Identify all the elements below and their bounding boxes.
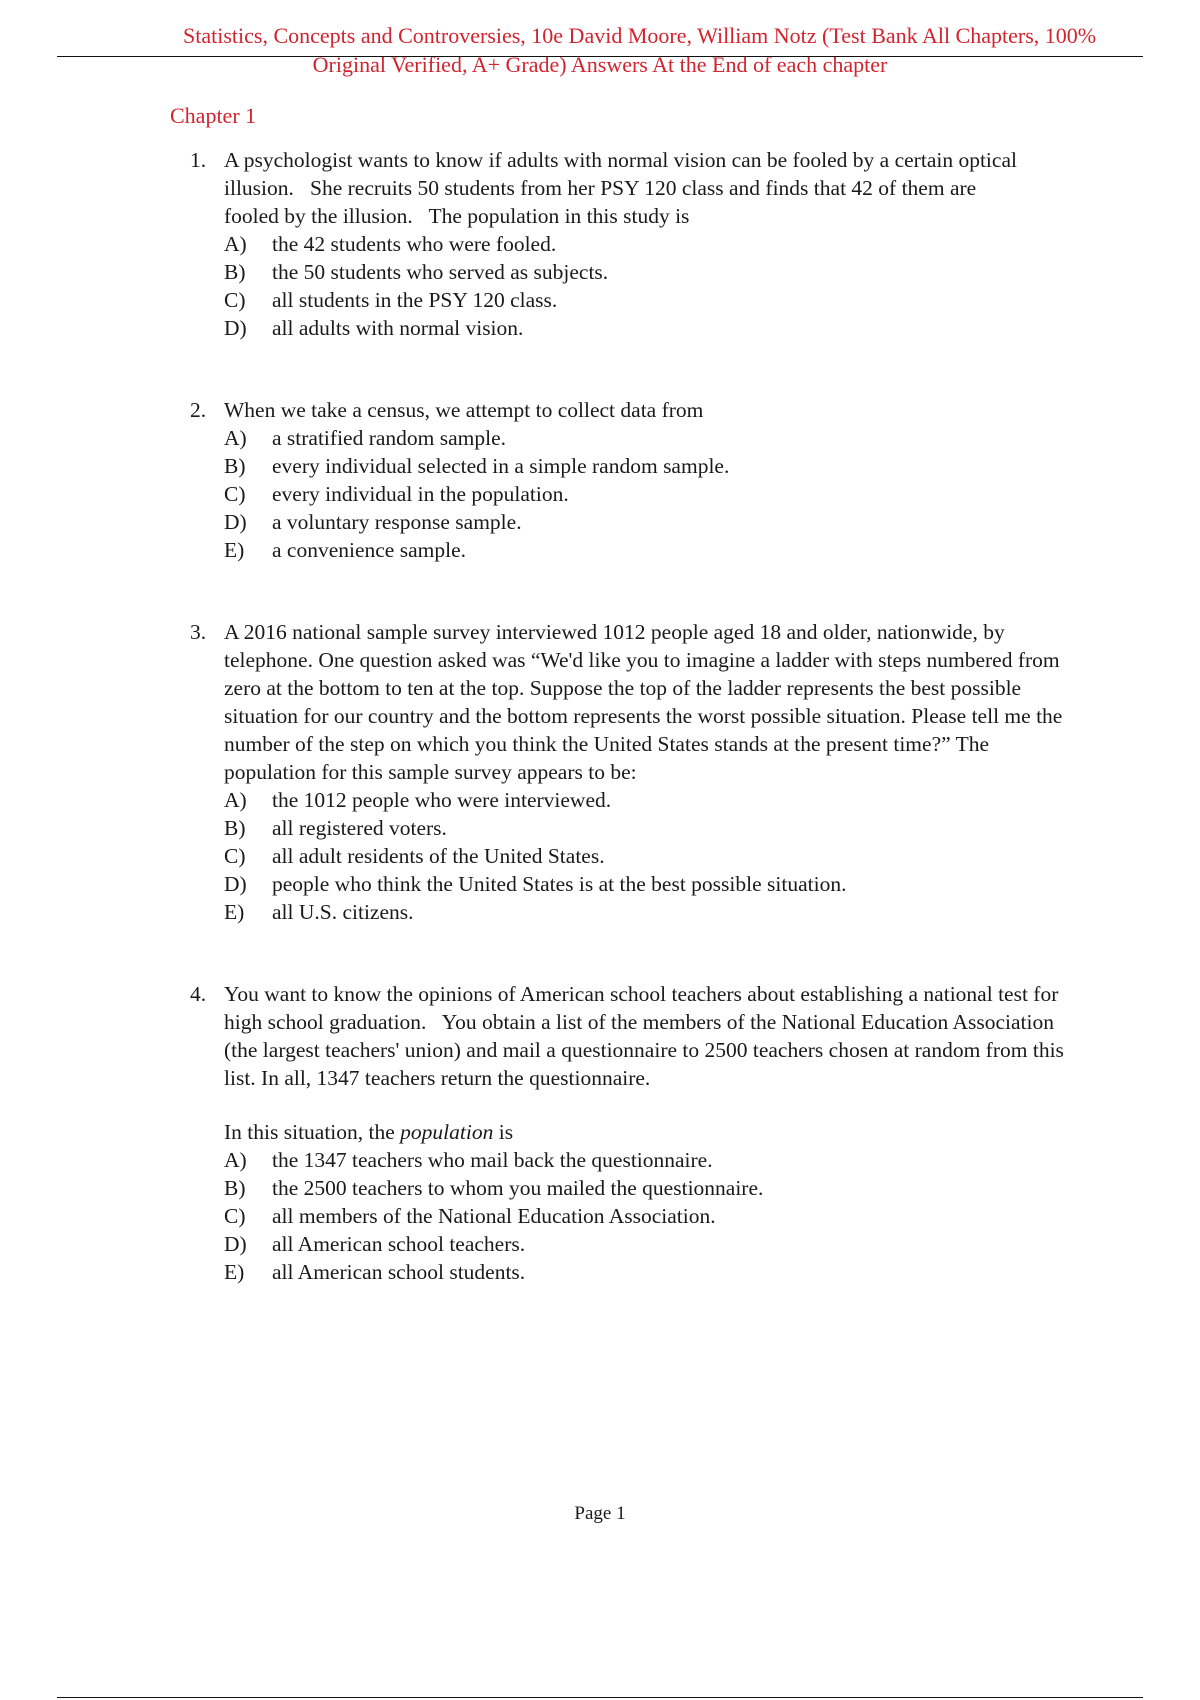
option-text: all American school students. (272, 1260, 526, 1284)
option-list (224, 1146, 1074, 1286)
option-e (224, 898, 1074, 926)
option-text: all adult residents of the United States. (272, 844, 605, 868)
question-4 (190, 980, 1074, 1286)
option-letter: C) (224, 288, 246, 312)
option-text: the 50 students who served as subjects. (272, 260, 609, 284)
question-number: 4. (190, 982, 207, 1006)
option-a (224, 1146, 1074, 1174)
question-stem: You want to know the opinions of American school teachers about establishing a national test for high school graduation. You obtain a list of the members of the National Education Association (the largest teachers' union) and mail a questionnaire to 2500 teachers chosen at random from this list. In all, 1347 teachers return the questionnaire. (224, 982, 1070, 1090)
option-text: the 1012 people who were interviewed. (272, 788, 612, 812)
option-b (224, 452, 1064, 480)
option-text: all adults with normal vision. (272, 316, 524, 340)
option-e (224, 1258, 1074, 1286)
option-a (224, 230, 1034, 258)
option-text: a stratified random sample. (272, 426, 507, 450)
option-letter: E) (224, 1260, 245, 1284)
option-letter: C) (224, 482, 246, 506)
option-b (224, 1174, 1074, 1202)
option-text: a voluntary response sample. (272, 510, 522, 534)
option-a (224, 786, 1074, 814)
header-title-line-1: Statistics, Concepts and Controversies, 10e David Moore, William Notz (Test Bank All Chapters, 100% (183, 23, 1097, 48)
option-letter: A) (224, 1148, 247, 1172)
header-title-line-2: Original Verified, A+ Grade) Answers At the End of each chapter (312, 52, 888, 77)
option-c (224, 1202, 1074, 1230)
option-list (224, 786, 1074, 926)
prompt-emphasis: population (400, 1120, 494, 1144)
option-letter: B) (224, 816, 246, 840)
option-e (224, 536, 1064, 564)
option-b (224, 814, 1074, 842)
option-text: the 2500 teachers to whom you mailed the questionnaire. (272, 1176, 764, 1200)
question-stem: A 2016 national sample survey interviewed 1012 people aged 18 and older, nationwide, by telephone. One question asked was “We'd like you to imagine a ladder with steps numbered from zero at the bottom to ten at the top. Suppose the top of the ladder represents the best possible situation for our country and the bottom represents the worst possible situation. Please tell me the number of the step on which you think the United States stands at the present time?” The population for this sample survey appears to be: (224, 620, 1068, 784)
option-letter: B) (224, 260, 246, 284)
question-3 (190, 618, 1074, 926)
option-c (224, 842, 1074, 870)
question-number: 2. (190, 398, 207, 422)
prompt-prefix: In this situation, the (224, 1120, 401, 1144)
page-number: Page 1 (574, 1503, 626, 1524)
option-letter: D) (224, 872, 247, 896)
option-text: the 1347 teachers who mail back the questionnaire. (272, 1148, 713, 1172)
option-text: all members of the National Education Association. (272, 1204, 716, 1228)
option-letter: E) (224, 900, 245, 924)
option-text: every individual selected in a simple random sample. (272, 454, 730, 478)
option-letter: C) (224, 1204, 246, 1228)
option-letter: A) (224, 232, 247, 256)
option-text: people who think the United States is at the best possible situation. (272, 872, 847, 896)
option-text: the 42 students who were fooled. (272, 232, 557, 256)
question-1 (190, 146, 1034, 342)
option-text: all students in the PSY 120 class. (272, 288, 558, 312)
option-text: a convenience sample. (272, 538, 467, 562)
option-letter: A) (224, 426, 247, 450)
option-b (224, 258, 1034, 286)
option-letter: B) (224, 1176, 246, 1200)
header-divider (57, 56, 1143, 57)
option-text: all registered voters. (272, 816, 447, 840)
option-d (224, 314, 1034, 342)
option-letter: C) (224, 844, 246, 868)
option-text: all U.S. citizens. (272, 900, 414, 924)
question-stem: A psychologist wants to know if adults with normal vision can be fooled by a certain optical illusion. She recruits 50 students from her PSY 120 class and finds that 42 of them are fooled by the illusion. The population in this study is (224, 148, 1023, 228)
chapter-title: Chapter 1 (170, 103, 257, 128)
option-d (224, 508, 1064, 536)
question-number: 3. (190, 620, 207, 644)
option-letter: A) (224, 788, 247, 812)
option-letter: D) (224, 1232, 247, 1256)
option-c (224, 480, 1064, 508)
option-letter: D) (224, 316, 247, 340)
option-a (224, 424, 1064, 452)
footer-divider (57, 1697, 1143, 1698)
question-2 (190, 396, 1064, 564)
option-letter: E) (224, 538, 245, 562)
page-footer (0, 1502, 1200, 1526)
question-stem: When we take a census, we attempt to collect data from (224, 398, 704, 422)
option-list (224, 230, 1034, 342)
option-list (224, 424, 1064, 564)
option-letter: B) (224, 454, 246, 478)
option-text: every individual in the population. (272, 482, 569, 506)
question-number: 1. (190, 148, 207, 172)
option-d (224, 1230, 1074, 1258)
question-prompt (224, 1118, 1074, 1146)
option-text: all American school teachers. (272, 1232, 526, 1256)
prompt-suffix: is (493, 1120, 514, 1144)
option-d (224, 870, 1074, 898)
option-letter: D) (224, 510, 247, 534)
option-c (224, 286, 1034, 314)
